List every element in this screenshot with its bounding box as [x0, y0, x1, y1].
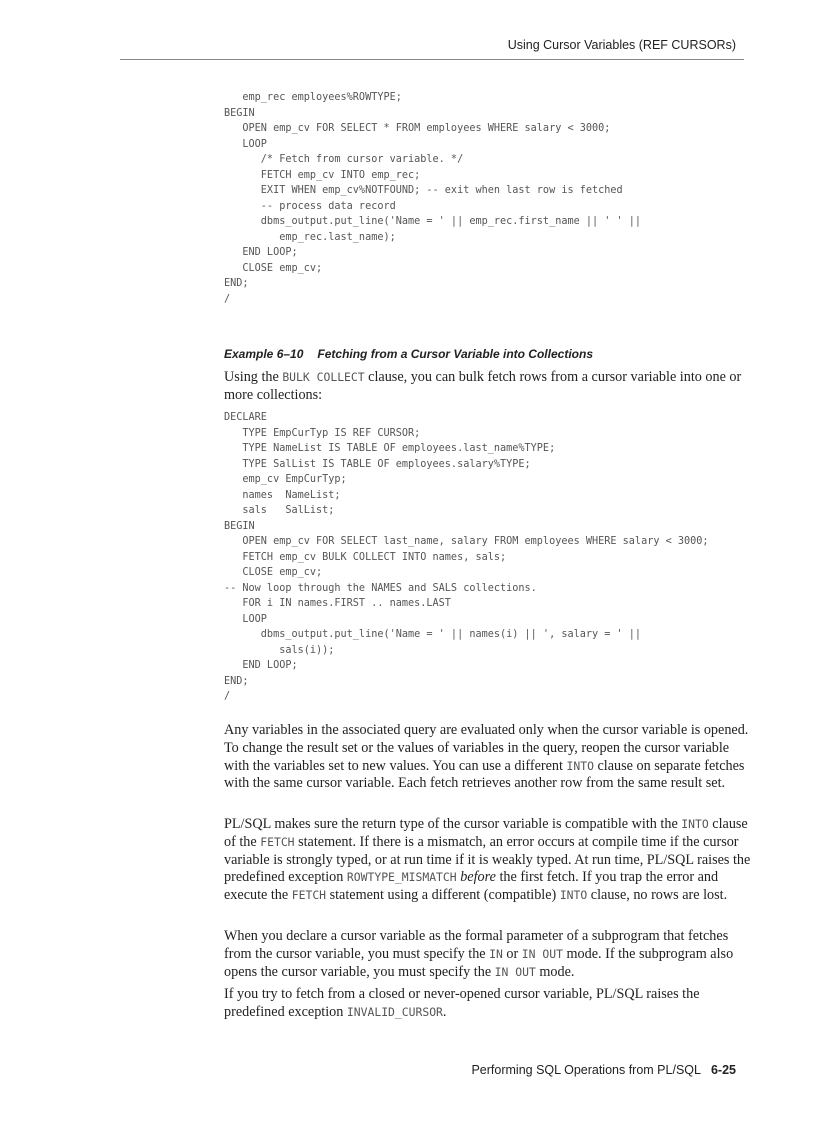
- header-divider: [120, 59, 744, 60]
- example-number: Example 6–10: [224, 347, 304, 361]
- inline-code: FETCH: [291, 888, 327, 903]
- text-run: Any variables in the associated query are evaluated only when the cursor variable is opened. To change the result set or the values of variables in the query, reopen the cursor variable with the variables set to new values. You can use a different: [224, 722, 749, 774]
- text-run: mode.: [535, 963, 575, 980]
- paragraph-3: [224, 928, 754, 981]
- text-run: clause on separate fetches with the same cursor variable. Each fetch retrieves another row from the same result set.: [224, 757, 745, 792]
- text-run: If you try to fetch from a closed or never-opened cursor variable, PL/SQL raises the predefined exception: [224, 986, 700, 1020]
- footer-title: Performing SQL Operations from PL/SQL: [471, 1063, 701, 1077]
- inline-code: INTO: [559, 888, 588, 903]
- text-run: PL/SQL makes sure the return type of the cursor variable is compatible with the: [224, 816, 682, 832]
- text-run: statement. If there is a mismatch, an error occurs at compile time if the cursor variable is strongly typed, or at run time if it is weakly typed. At run time, PL/SQL raises the predefined exception: [224, 833, 751, 886]
- inline-code: IN OUT: [494, 964, 536, 979]
- page-footer: [471, 1063, 736, 1077]
- text-run: or: [502, 945, 522, 962]
- text-run: statement using a different (compatible): [326, 887, 560, 904]
- example-heading: [224, 347, 593, 361]
- text-run: .: [442, 1003, 447, 1020]
- page-number: 6-25: [710, 1063, 736, 1077]
- paragraph-1: [224, 722, 754, 793]
- intro-paragraph: [224, 369, 754, 405]
- inline-code: INTO: [681, 817, 709, 831]
- page-header: [0, 38, 816, 62]
- paragraph-4: [224, 986, 754, 1022]
- code-block-2: DECLARE TYPE EmpCurTyp IS REF CURSOR; TYPE NameList IS TABLE OF employees.last_name%TYPE; TYPE SalList IS TABLE OF employees.salary%TYPE; emp_cv EmpCurTyp; names NameList; sals SalList; BEGIN OPEN emp_cv FOR SELECT last_name, salary FROM employees WHERE salary < 3000; FETCH emp_cv BULK COLLECT INTO names, sals; CLOSE emp_cv; -- Now loop through the NAMES and SALS collections. FOR i IN names.FIRST .. names.LAST LOOP dbms_output.put_line('Name = ' || names(i) || ', salary = ' || sals(i)); END LOOP; END; /: [224, 412, 709, 702]
- text-run: clause of the: [224, 816, 748, 850]
- header-title: Using Cursor Variables (REF CURSORs): [507, 38, 736, 52]
- text-run: the first fetch. If you trap the error and execute the: [224, 869, 719, 904]
- inline-code: FETCH: [260, 834, 295, 849]
- text-run: Using the: [224, 369, 283, 385]
- text-run: clause, no rows are lost.: [587, 887, 728, 904]
- inline-code: ROWTYPE_MISMATCH: [346, 870, 457, 885]
- paragraph-2: [224, 816, 754, 905]
- text-run: mode. If the subprogram also opens the cursor variable, you must specify the: [224, 945, 734, 980]
- example-title: Fetching from a Cursor Variable into Collections: [317, 347, 593, 361]
- emphasis: before: [460, 869, 496, 886]
- text-run: clause, you can bulk fetch rows from a cursor variable into one or more collections:: [224, 369, 742, 403]
- inline-code: INVALID_CURSOR: [346, 1004, 443, 1019]
- inline-code: BULK COLLECT: [282, 370, 365, 384]
- inline-code: IN: [489, 946, 503, 961]
- inline-code: INTO: [566, 758, 594, 773]
- code-block-1: emp_rec employees%ROWTYPE; BEGIN OPEN emp_cv FOR SELECT * FROM employees WHERE salary < 3000; LOOP /* Fetch from cursor variable. */ FETCH emp_cv INTO emp_rec; EXIT WHEN emp_cv%NOTFOUND; -- exit when last row is fetched -- process data record dbms_output.put_line('Name = ' || emp_rec.first_name || ' ' || emp_rec.last_name); END LOOP; CLOSE emp_cv; END; /: [224, 92, 642, 305]
- inline-code: IN OUT: [521, 946, 563, 961]
- text-run: When you declare a cursor variable as the formal parameter of a subprogram that fetches from the cursor variable, you must specify the: [224, 928, 729, 962]
